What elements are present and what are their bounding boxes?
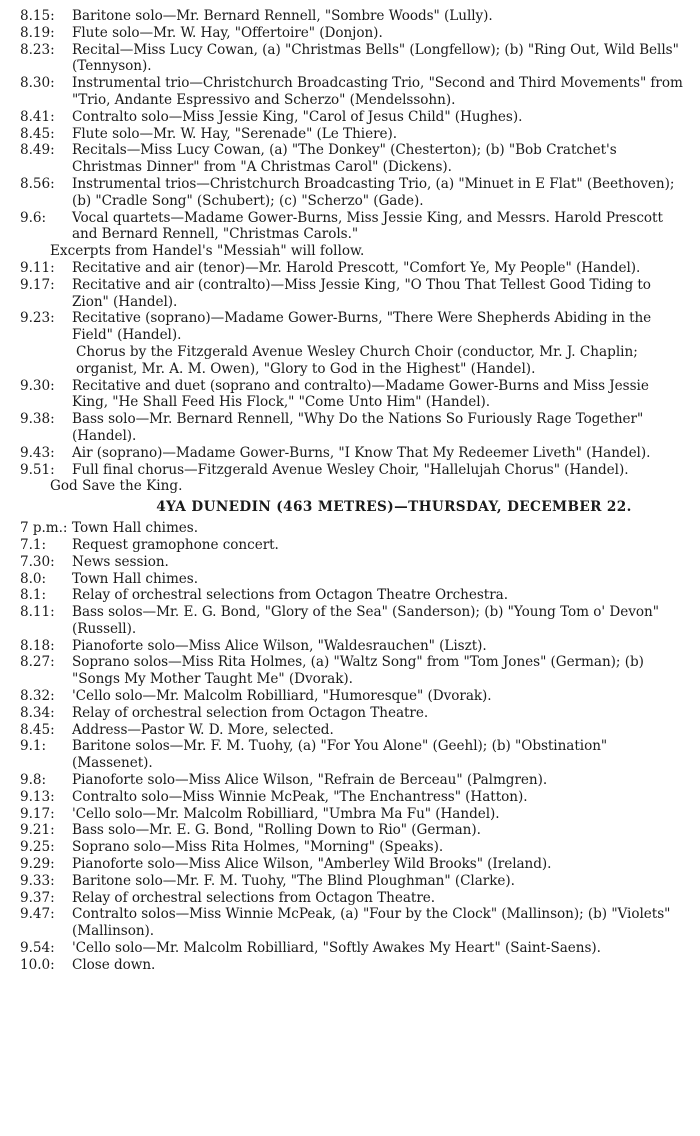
entry-description: Soprano solo—Miss Rita Holmes, "Morning" (Speaks). <box>72 839 444 856</box>
programme-entry <box>20 906 688 940</box>
entry-time: 8.11: <box>20 604 55 621</box>
entry-time: 9.29: <box>20 856 55 873</box>
programme-list-dunedin <box>20 520 688 974</box>
entry-description: Contralto solos—Miss Winnie McPeak, (a) "Four by the Clock" (Mallinson); (b) "Violets" (Mallinson). <box>72 906 671 940</box>
entry-time: 8.18: <box>20 637 55 654</box>
entry-description: Air (soprano)—Madame Gower-Burns, "I Know That My Redeemer Liveth" (Handel). <box>72 444 651 461</box>
entry-description: Baritone solos—Mr. F. M. Tuohy, (a) "For You Alone" (Geehl); (b) "Obstination" (Massenet). <box>72 738 608 772</box>
programme-list-part3 <box>20 378 688 479</box>
programme-entry <box>20 587 688 604</box>
entry-time: 9.54: <box>20 940 55 957</box>
entry-time: 9.17: <box>20 805 55 822</box>
programme-entry <box>20 554 688 571</box>
entry-description: Flute solo—Mr. W. Hay, "Offertoire" (Donjon). <box>72 24 383 41</box>
entry-description: Instrumental trios—Christchurch Broadcasting Trio, (a) "Minuet in E Flat" (Beethoven); (b) "Cradle Song" (Schubert); (c) "Scherzo" (Gade). <box>72 175 675 209</box>
entry-time: 8.0: <box>20 570 46 587</box>
entry-time: 9.37: <box>20 889 55 906</box>
entry-time: 9.8: <box>20 772 46 789</box>
entry-description: Relay of orchestral selections from Octagon Theatre. <box>72 889 436 906</box>
programme-list-part2 <box>20 260 688 344</box>
entry-description: Pianoforte solo—Miss Alice Wilson, "Refrain de Berceau" (Palmgren). <box>72 772 548 789</box>
dunedin-programme <box>20 520 688 974</box>
entry-time: 8.23: <box>20 41 55 58</box>
entry-time: 9.51: <box>20 461 55 478</box>
programme-entry <box>20 277 688 311</box>
entry-description: Town Hall chimes. <box>72 570 198 587</box>
entry-time: 9.43: <box>20 444 55 461</box>
entry-time: 8.45: <box>20 125 55 142</box>
entry-description: 'Cello solo—Mr. Malcolm Robilliard, "Softly Awakes My Heart" (Saint-Saens). <box>72 940 601 957</box>
programme-entry <box>20 42 688 76</box>
entry-description: Vocal quartets—Madame Gower-Burns, Miss Jessie King, and Messrs. Harold Prescott and Bernard Rennell, "Christmas Carols." <box>72 209 663 243</box>
entry-time: 9.47: <box>20 906 55 923</box>
entry-time: 8.15: <box>20 8 55 24</box>
programme-entry <box>20 806 688 823</box>
programme-entry <box>20 873 688 890</box>
programme-entry <box>20 25 688 42</box>
programme-entry <box>20 822 688 839</box>
entry-time: 8.34: <box>20 704 55 721</box>
entry-time: 8.19: <box>20 24 55 41</box>
entry-description: Recitative and air (contralto)—Miss Jessie King, "O Thou That Tellest Good Tiding to Zion" (Handel). <box>72 276 651 310</box>
entry-description: Address—Pastor W. D. More, selected. <box>72 721 334 738</box>
entry-time: 9.6: <box>20 209 46 226</box>
entry-description: Pianoforte solo—Miss Alice Wilson, "Amberley Wild Brooks" (Ireland). <box>72 856 552 873</box>
entry-description: Bass solos—Mr. E. G. Bond, "Glory of the Sea" (Sanderson); (b) "Young Tom o' Devon" (Russell). <box>72 604 659 637</box>
entry-time: 8.56: <box>20 175 55 192</box>
programme-entry <box>20 109 688 126</box>
entry-time: 9.11: <box>20 259 55 276</box>
programme-entry <box>20 839 688 856</box>
programme-entry <box>20 537 688 554</box>
entry-description: Recitative and duet (soprano and contralto)—Madame Gower-Burns and Miss Jessie King, "He Shall Feed His Flock," "Come Unto Him" (Handel). <box>72 377 649 411</box>
programme-entry <box>20 890 688 907</box>
entry-time: 10.0: <box>20 956 55 973</box>
entry-description: 'Cello solo—Mr. Malcolm Robilliard, "Humoresque" (Dvorak). <box>72 688 492 705</box>
programme-entry <box>20 738 688 772</box>
entry-description: Flute solo—Mr. W. Hay, "Serenade" (Le Thiere). <box>72 125 398 142</box>
programme-entry <box>20 638 688 655</box>
programme-entry <box>20 705 688 722</box>
entry-description: Recitative and air (tenor)—Mr. Harold Prescott, "Comfort Ye, My People" (Handel). <box>72 259 641 276</box>
programme-entry <box>20 520 688 537</box>
entry-time: 9.13: <box>20 788 55 805</box>
entry-description: Bass solo—Mr. E. G. Bond, "Rolling Down to Rio" (German). <box>72 822 481 839</box>
entry-time: 8.49: <box>20 142 55 159</box>
entry-description: Recitals—Miss Lucy Cowan, (a) "The Donkey" (Chesterton); (b) "Bob Cratchet's Christmas Dinner" from "A Christmas Carol" (Dickens). <box>72 142 617 176</box>
entry-description: Soprano solos—Miss Rita Holmes, (a) "Waltz Song" from "Tom Jones" (German); (b) "Songs My Mother Taught Me" (Dvorak). <box>72 654 644 688</box>
programme-entry <box>20 210 688 244</box>
programme-entry <box>20 940 688 957</box>
entry-time: 7.30: <box>20 553 55 570</box>
entry-description: Baritone solo—Mr. F. M. Tuohy, "The Blind Ploughman" (Clarke). <box>72 872 515 889</box>
entry-description: Request gramophone concert. <box>72 536 279 553</box>
programme-entry <box>20 126 688 143</box>
programme-entry <box>20 8 688 25</box>
entry-description: Close down. <box>72 956 156 973</box>
programme-entry <box>20 789 688 806</box>
station-heading: 4YA DUNEDIN (463 METRES)—THURSDAY, DECEMBER 22. <box>156 499 632 516</box>
programme-entry <box>20 604 688 638</box>
entry-time: 9.33: <box>20 872 55 889</box>
programme-entry <box>20 260 688 277</box>
programme-entry <box>20 772 688 789</box>
entry-description: Full final chorus—Fitzgerald Avenue Wesley Choir, "Hallelujah Chorus" (Handel). <box>72 461 629 478</box>
entry-time: 9.1: <box>20 738 46 755</box>
entry-description: Relay of orchestral selection from Octagon Theatre. <box>72 704 429 721</box>
programme-entry <box>20 142 688 176</box>
programme-entry <box>20 445 688 462</box>
entry-time: 8.41: <box>20 108 55 125</box>
christchurch-programme <box>20 8 688 495</box>
programme-entry <box>20 75 688 109</box>
entry-description: Recitative (soprano)—Madame Gower-Burns, "There Were Shepherds Abiding in the Field" (Handel). <box>72 310 652 344</box>
entry-description: Town Hall chimes. <box>72 520 198 537</box>
entry-time: 9.25: <box>20 839 55 856</box>
entry-description: Contralto solo—Miss Winnie McPeak, "The Enchantress" (Hatton). <box>72 788 528 805</box>
entry-description: Baritone solo—Mr. Bernard Rennell, "Sombre Woods" (Lully). <box>72 8 493 24</box>
programme-list-part1 <box>20 8 688 243</box>
entry-time: 8.30: <box>20 75 55 92</box>
entry-time: 7 p.m.: <box>20 520 68 537</box>
entry-time: 9.21: <box>20 822 55 839</box>
entry-description: Relay of orchestral selections from Octagon Theatre Orchestra. <box>72 587 508 604</box>
entry-time: 9.23: <box>20 310 55 327</box>
entry-time: 7.1: <box>20 536 46 553</box>
entry-time: 9.30: <box>20 377 55 394</box>
programme-entry <box>20 722 688 739</box>
entry-time: 8.1: <box>20 587 46 604</box>
programme-entry <box>20 310 688 344</box>
programme-entry <box>20 176 688 210</box>
programme-entry <box>20 571 688 588</box>
programme-entry <box>20 654 688 688</box>
entry-description: Contralto solo—Miss Jessie King, "Carol of Jesus Child" (Hughes). <box>72 108 523 125</box>
entry-description: Bass solo—Mr. Bernard Rennell, "Why Do the Nations So Furiously Rage Together" (Handel). <box>72 411 644 444</box>
chorus-note: Chorus by the Fitzgerald Avenue Wesley Church Choir (conductor, Mr. J. Chaplin; organist, Mr. A. M. Owen), "Glory to God in the Highest" (Handel). <box>76 343 638 377</box>
entry-time: 8.45: <box>20 721 55 738</box>
messiah-note: Excerpts from Handel's "Messiah" will follow. <box>50 243 365 260</box>
programme-entry <box>20 856 688 873</box>
closing-line: God Save the King. <box>50 478 183 495</box>
entry-description: 'Cello solo—Mr. Malcolm Robilliard, "Umbra Ma Fu" (Handel). <box>72 805 500 822</box>
entry-time: 9.17: <box>20 276 55 293</box>
entry-time: 9.38: <box>20 411 55 428</box>
entry-description: Instrumental trio—Christchurch Broadcasting Trio, "Second and Third Movements" from "Trio, Andante Espressivo and Scherzo" (Mendelssohn). <box>72 75 683 108</box>
entry-description: Recital—Miss Lucy Cowan, (a) "Christmas Bells" (Longfellow); (b) "Ring Out, Wild Bells" (Tennyson). <box>72 41 679 75</box>
entry-description: Pianoforte solo—Miss Alice Wilson, "Waldesrauchen" (Liszt). <box>72 637 487 654</box>
entry-description: News session. <box>72 553 169 570</box>
programme-entry <box>20 462 688 479</box>
programme-entry <box>20 957 688 974</box>
entry-time: 8.27: <box>20 654 55 671</box>
programme-entry <box>20 411 688 445</box>
entry-time: 8.32: <box>20 688 55 705</box>
programme-entry <box>20 378 688 412</box>
programme-entry <box>20 688 688 705</box>
